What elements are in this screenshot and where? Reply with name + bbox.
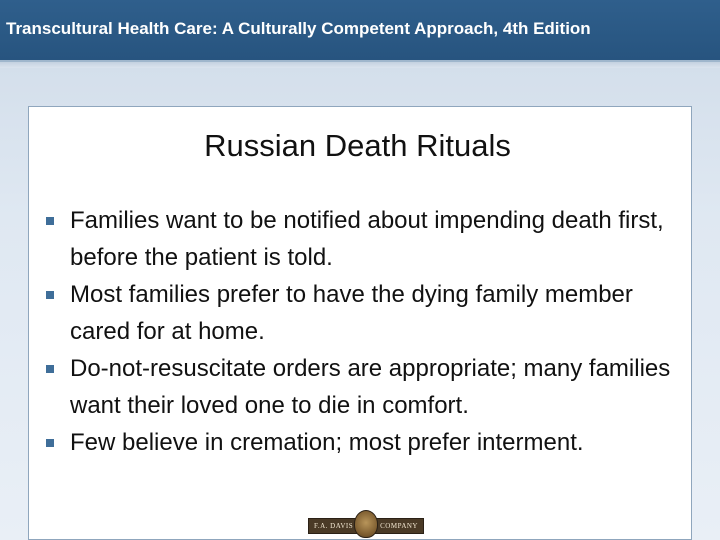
caduceus-emblem-icon [354, 510, 378, 538]
bullet-text: Families want to be notified about impending death first, before the patient is told. [70, 207, 664, 271]
bullet-text: Do-not-resuscitate orders are appropriate; many families want their loved one to die in comfort. [70, 355, 671, 419]
bullet-item [46, 276, 686, 350]
slide-title: Russian Death Rituals [204, 128, 511, 163]
logo-right-text: COMPANY [380, 522, 418, 530]
fa-davis-logo [308, 510, 424, 538]
bullet-item [46, 424, 686, 461]
square-bullet-icon [46, 365, 54, 373]
square-bullet-icon [46, 291, 54, 299]
book-title: Transcultural Health Care: A Culturally Competent Approach, 4th Edition [6, 19, 591, 38]
bullet-text: Most families prefer to have the dying family member cared for at home. [70, 281, 633, 345]
header-bar [0, 0, 720, 62]
bullet-list [46, 202, 686, 461]
header-divider [0, 62, 720, 68]
bullet-item [46, 350, 686, 424]
bullet-item [46, 202, 686, 276]
square-bullet-icon [46, 439, 54, 447]
bullet-text: Few believe in cremation; most prefer interment. [70, 429, 584, 456]
square-bullet-icon [46, 217, 54, 225]
logo-left-text: F.A. DAVIS [314, 522, 354, 530]
